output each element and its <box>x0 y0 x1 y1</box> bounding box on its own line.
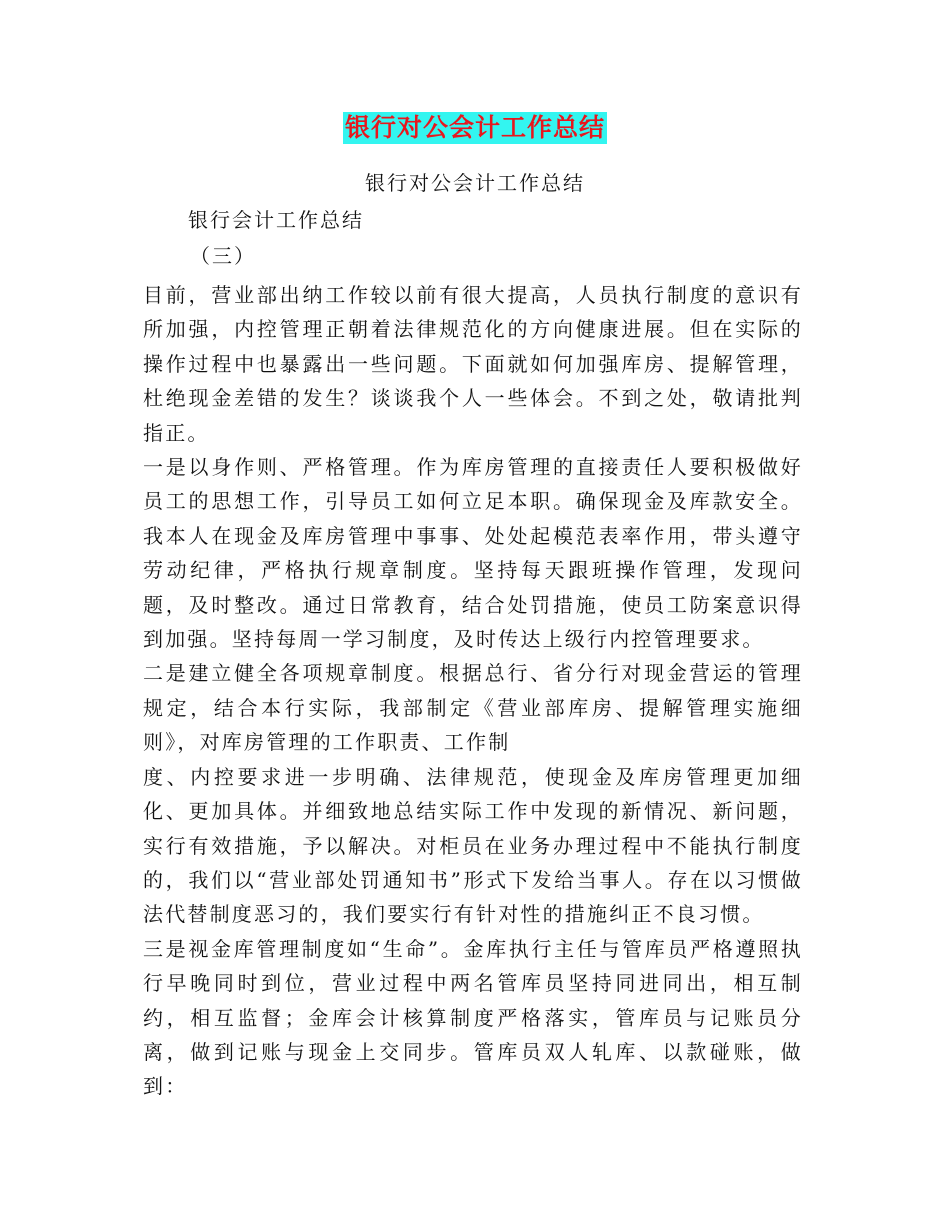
document-subtitle: 银行对公会计工作总结 <box>365 171 585 195</box>
paragraph-point-two-continued: 度、内控要求进一步明确、法律规范，使现金及库房管理更加细化、更加具体。并细致地总结实际工作中发现的新情况、新问题，实行有效措施，予以解决。对柜员在业务办理过程中不能执行制度的，我们以“营业部处罚通知书”形式下发给当事人。存在以习惯做法代替制度恶习的，我们要实行有针对性的措施纠正不良习惯。 <box>143 764 803 927</box>
paragraph-point-two: 二是建立健全各项规章制度。根据总行、省分行对现金营运的管理规定，结合本行实际，我部制定《营业部库房、提解管理实施细则》，对库房管理的工作职责、工作制 <box>143 661 803 755</box>
title-wrapper <box>0 112 950 144</box>
section-marker: （三） <box>190 244 256 268</box>
paragraph-point-three: 三是视金库管理制度如“生命”。金库执行主任与管库员严格遵照执行早晚同时到位，营业过程中两名管库员坚持同进同出，相互制约，相互监督；金库会计核算制度严格落实，管库员与记账员分离，做到记账与现金上交同步。管库员双人轧库、以款碰账，做到： <box>143 936 803 1099</box>
body-text <box>143 278 803 1104</box>
paragraph-point-one: 一是以身作则、严格管理。作为库房管理的直接责任人要积极做好员工的思想工作，引导员工如何立足本职。确保现金及库款安全。我本人在现金及库房管理中事事、处处起模范表率作用，带头遵守劳动纪律，严格执行规章制度。坚持每天跟班操作管理，发现问题，及时整改。通过日常教育，结合处罚措施，使员工防案意识得到加强。坚持每周一学习制度，及时传达上级行内控管理要求。 <box>143 455 803 652</box>
section-heading: 银行会计工作总结 <box>188 208 364 232</box>
paragraph-intro: 目前，营业部出纳工作较以前有很大提高，人员执行制度的意识有所加强，内控管理正朝着法律规范化的方向健康进展。但在实际的操作过程中也暴露出一些问题。下面就如何加强库房、提解管理，杜绝现金差错的发生？谈谈我个人一些体会。不到之处，敬请批判指正。 <box>143 283 803 445</box>
document-title: 银行对公会计工作总结 <box>344 113 605 142</box>
